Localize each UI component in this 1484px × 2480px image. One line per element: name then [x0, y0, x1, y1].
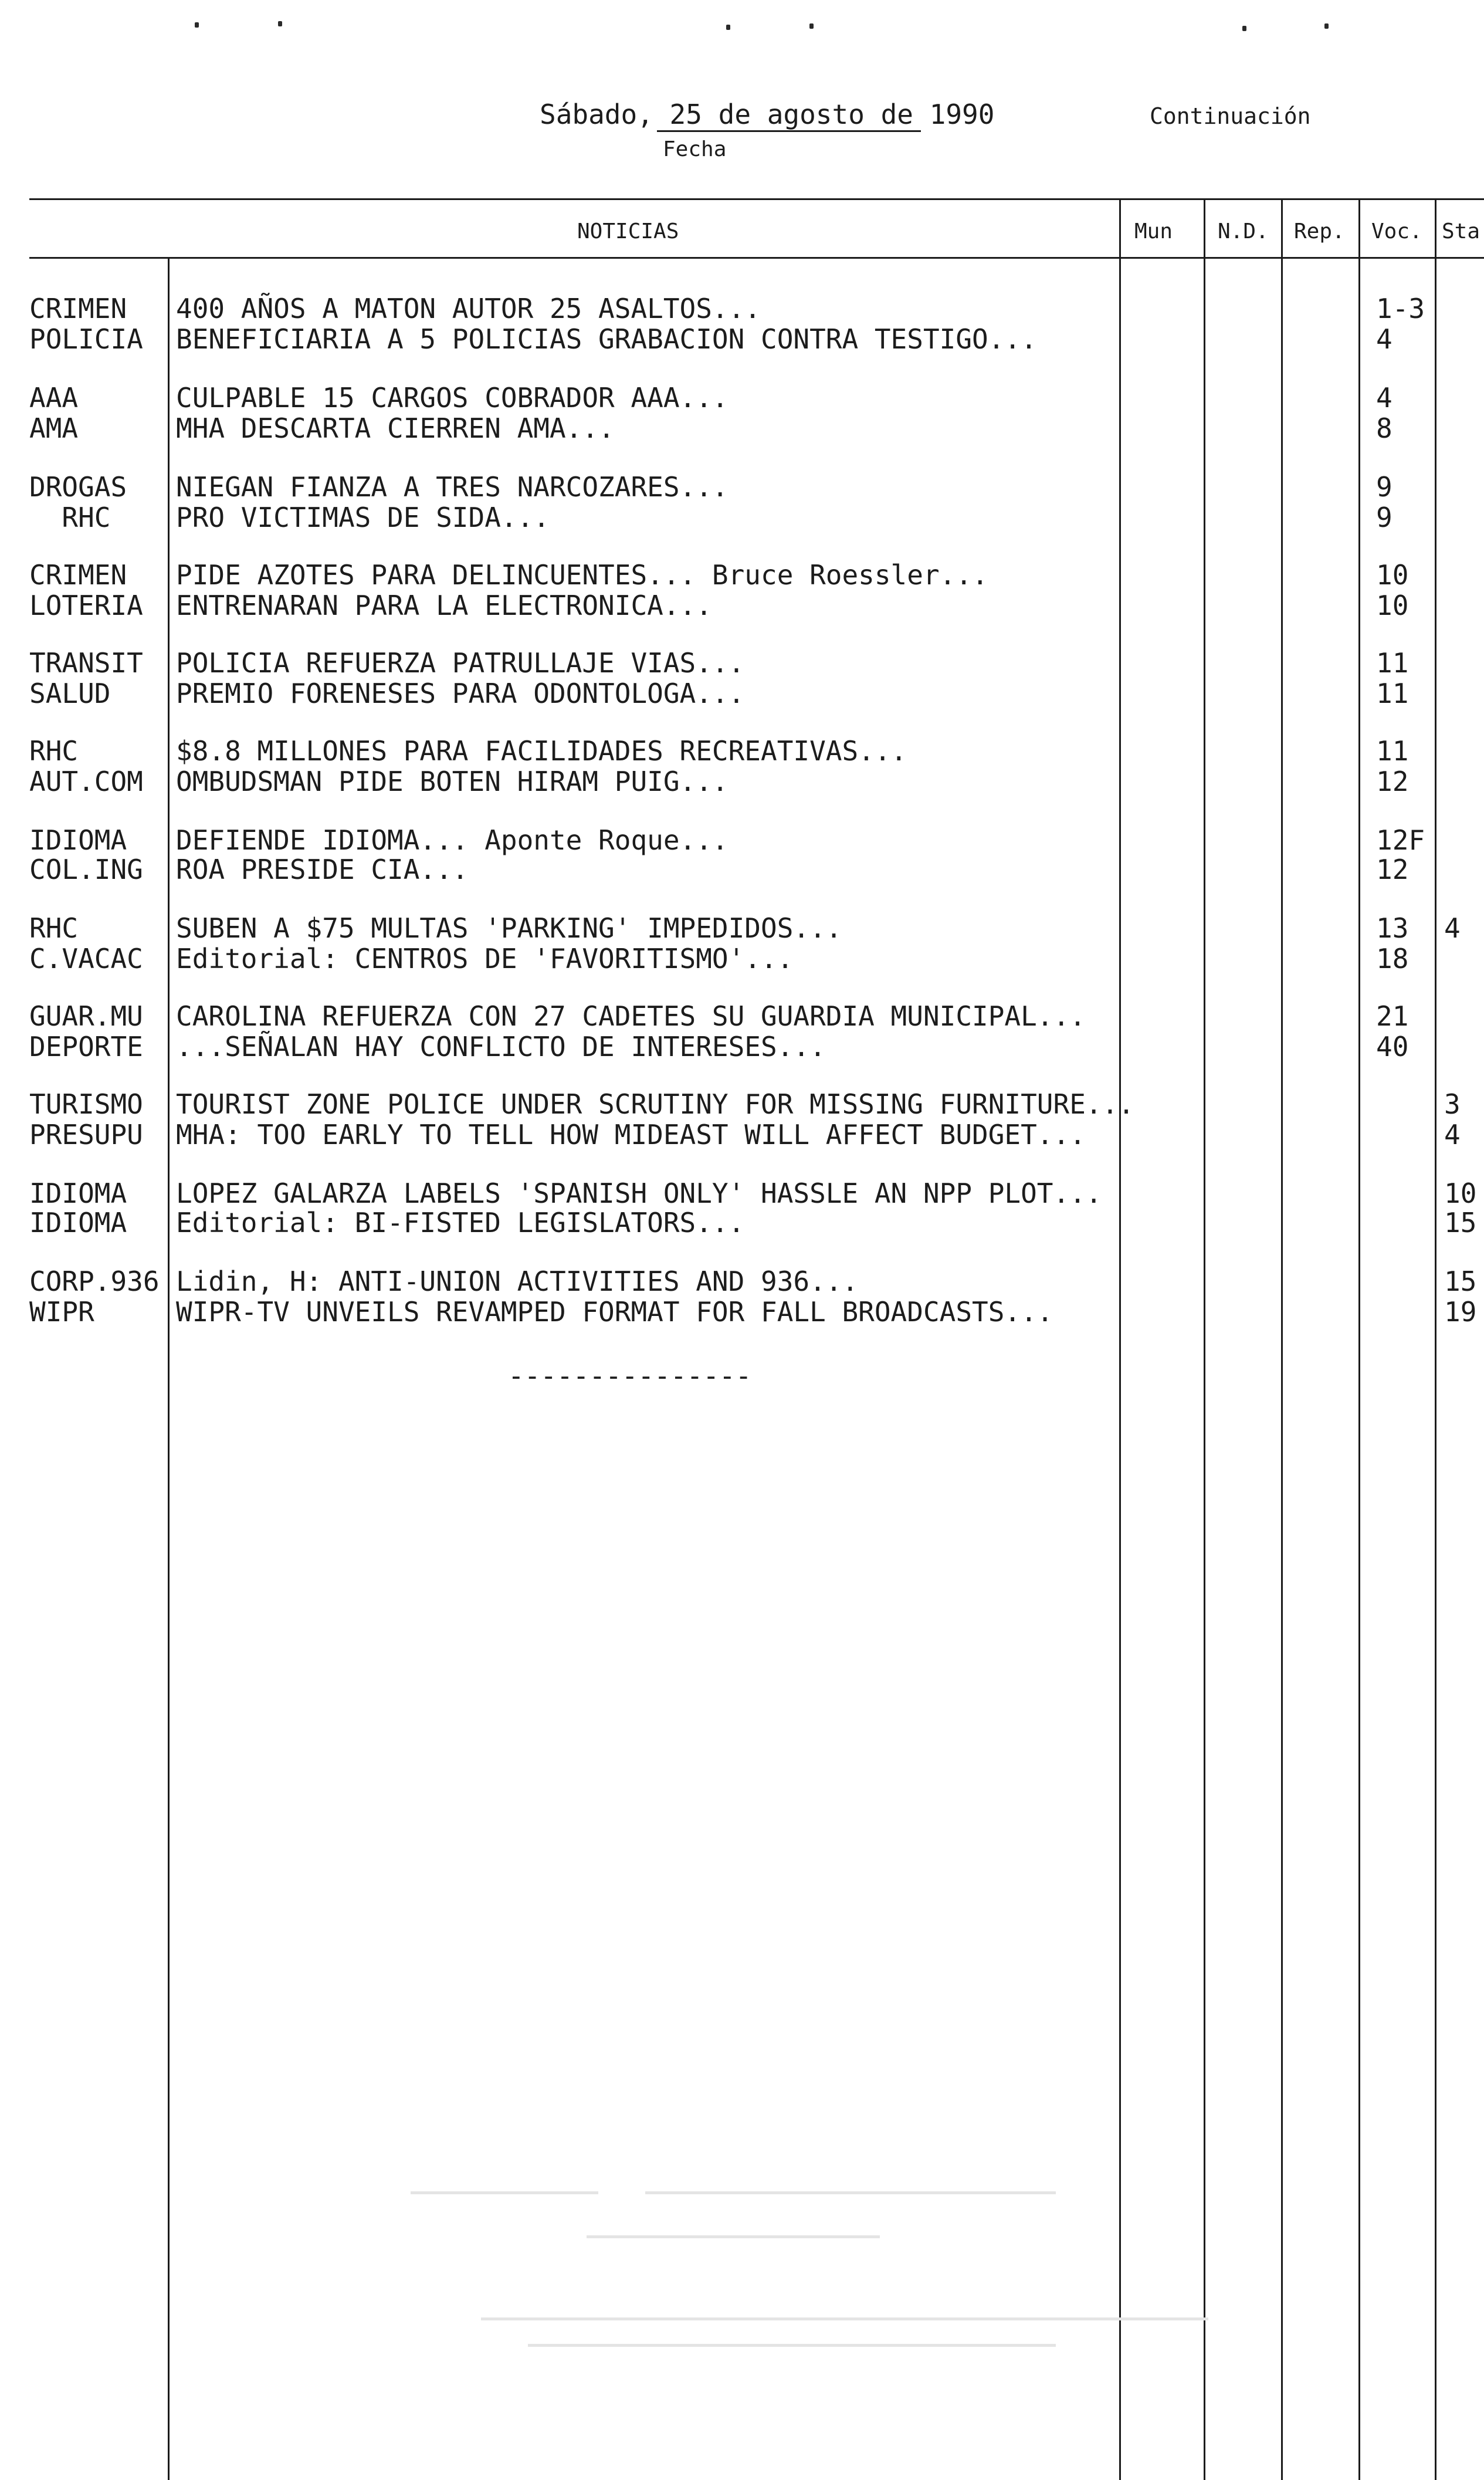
row-category: COL.ING: [29, 854, 143, 885]
column-divider-voc: [1435, 198, 1436, 2480]
column-header-voc: Voc.: [1371, 219, 1422, 243]
continuation-label: Continuación: [1150, 103, 1311, 129]
row-category: IDIOMA: [29, 1207, 127, 1239]
row-category: WIPR: [29, 1296, 94, 1328]
row-category: AAA: [29, 382, 79, 414]
row-voc: 12: [1376, 766, 1409, 797]
scan-speck: [1324, 23, 1329, 29]
row-headline: WIPR-TV UNVEILS REVAMPED FORMAT FOR FALL BROADCASTS...: [176, 1296, 1053, 1328]
bleed-through-mark: [481, 2317, 1208, 2320]
row-headline: OMBUDSMAN PIDE BOTEN HIRAM PUIG...: [176, 766, 729, 797]
row-headline: PREMIO FORENESES PARA ODONTOLOGA...: [176, 678, 745, 709]
table-top-rule: [29, 198, 1484, 200]
row-headline: PRO VICTIMAS DE SIDA...: [176, 502, 550, 533]
row-category: CRIMEN: [29, 559, 127, 591]
row-voc: 8: [1376, 412, 1392, 444]
column-header-nd: N.D.: [1218, 219, 1269, 243]
row-headline: NIEGAN FIANZA A TRES NARCOZARES...: [176, 471, 729, 503]
column-divider-category: [168, 257, 170, 2480]
row-headline: MHA DESCARTA CIERREN AMA...: [176, 412, 615, 444]
row-headline: Editorial: CENTROS DE 'FAVORITISMO'...: [176, 943, 794, 975]
row-headline: SUBEN A $75 MULTAS 'PARKING' IMPEDIDOS...: [176, 912, 842, 944]
row-category: PRESUPU: [29, 1119, 143, 1151]
row-star: 10: [1444, 1178, 1477, 1209]
row-category: IDIOMA: [29, 824, 127, 856]
column-header-noticias: NOTICIAS: [577, 219, 679, 243]
row-voc: 1-3: [1376, 293, 1425, 324]
row-voc: 21: [1376, 1000, 1409, 1032]
scan-speck: [195, 22, 199, 28]
date-line: Sábado, 25 de agosto de 1990: [540, 99, 995, 130]
date-label: Fecha: [663, 137, 727, 161]
scan-speck: [1242, 26, 1246, 31]
row-category: TURISMO: [29, 1088, 143, 1120]
end-of-list-dashes: ---------------: [508, 1360, 752, 1392]
row-voc: 9: [1376, 502, 1392, 533]
scan-speck: [278, 21, 282, 26]
row-category: AUT.COM: [29, 766, 143, 797]
column-divider-rep: [1358, 198, 1360, 2480]
column-header-mun: Mun: [1134, 219, 1173, 243]
row-voc: 11: [1376, 678, 1409, 709]
row-headline: ROA PRESIDE CIA...: [176, 854, 469, 885]
row-star: 15: [1444, 1207, 1477, 1239]
row-headline: 400 AÑOS A MATON AUTOR 25 ASALTOS...: [176, 293, 761, 324]
column-divider-mun: [1204, 198, 1205, 2480]
row-headline: BENEFICIARIA A 5 POLICIAS GRABACION CONTRA TESTIGO...: [176, 323, 1037, 355]
row-headline: PIDE AZOTES PARA DELINCUENTES... Bruce Roessler...: [176, 559, 988, 591]
row-headline: DEFIENDE IDIOMA... Aponte Roque...: [176, 824, 729, 856]
bleed-through-mark: [645, 2191, 1056, 2194]
bleed-through-mark: [528, 2344, 1056, 2347]
row-star: 19: [1444, 1296, 1477, 1328]
row-star: 4: [1444, 1119, 1461, 1151]
row-voc: 13: [1376, 912, 1409, 944]
row-voc: 11: [1376, 647, 1409, 679]
bleed-through-mark: [587, 2235, 880, 2238]
row-category: RHC: [29, 735, 79, 767]
row-category: RHC: [29, 912, 79, 944]
row-voc: 40: [1376, 1031, 1409, 1063]
row-voc: 11: [1376, 735, 1409, 767]
row-category: CORP.936: [29, 1266, 160, 1297]
row-voc: 4: [1376, 382, 1392, 414]
column-divider-nd: [1281, 198, 1283, 2480]
row-star: 3: [1444, 1088, 1461, 1120]
row-voc: 4: [1376, 323, 1392, 355]
row-voc: 10: [1376, 590, 1409, 621]
column-divider-noticias: [1119, 198, 1121, 2480]
row-star: 4: [1444, 912, 1461, 944]
row-headline: ...SEÑALAN HAY CONFLICTO DE INTERESES...: [176, 1031, 826, 1063]
row-voc: 9: [1376, 471, 1392, 503]
row-headline: TOURIST ZONE POLICE UNDER SCRUTINY FOR MISSING FURNITURE...: [176, 1088, 1134, 1120]
bleed-through-mark: [411, 2191, 598, 2194]
column-header-star: Sta: [1442, 219, 1480, 243]
row-headline: Lidin, H: ANTI-UNION ACTIVITIES AND 936...: [176, 1266, 859, 1297]
row-headline: Editorial: BI-FISTED LEGISLATORS...: [176, 1207, 745, 1239]
row-category: LOTERIA: [29, 590, 143, 621]
column-header-rep: Rep.: [1294, 219, 1345, 243]
scan-speck: [809, 23, 814, 29]
row-voc: 18: [1376, 943, 1409, 975]
row-category: SALUD: [29, 678, 111, 709]
row-voc: 12: [1376, 854, 1409, 885]
row-headline: POLICIA REFUERZA PATRULLAJE VIAS...: [176, 647, 745, 679]
row-category: CRIMEN: [29, 293, 127, 324]
row-category: TRANSIT: [29, 647, 143, 679]
row-category: DROGAS: [29, 471, 127, 503]
row-headline: CAROLINA REFUERZA CON 27 CADETES SU GUARDIA MUNICIPAL...: [176, 1000, 1086, 1032]
row-headline: ENTRENARAN PARA LA ELECTRONICA...: [176, 590, 712, 621]
header-bottom-rule: [29, 257, 1484, 259]
row-headline: CULPABLE 15 CARGOS COBRADOR AAA...: [176, 382, 729, 414]
date-underline: [657, 130, 921, 132]
row-category: RHC: [29, 502, 111, 533]
scan-speck: [726, 25, 730, 30]
row-category: C.VACAC: [29, 943, 143, 975]
row-headline: $8.8 MILLONES PARA FACILIDADES RECREATIVAS...: [176, 735, 907, 767]
row-category: IDIOMA: [29, 1178, 127, 1209]
row-category: AMA: [29, 412, 79, 444]
row-star: 15: [1444, 1266, 1477, 1297]
row-voc: 12F: [1376, 824, 1425, 856]
row-category: GUAR.MU: [29, 1000, 143, 1032]
row-voc: 10: [1376, 559, 1409, 591]
row-headline: LOPEZ GALARZA LABELS 'SPANISH ONLY' HASSLE AN NPP PLOT...: [176, 1178, 1102, 1209]
row-headline: MHA: TOO EARLY TO TELL HOW MIDEAST WILL AFFECT BUDGET...: [176, 1119, 1086, 1151]
row-category: DEPORTE: [29, 1031, 143, 1063]
row-category: POLICIA: [29, 323, 143, 355]
